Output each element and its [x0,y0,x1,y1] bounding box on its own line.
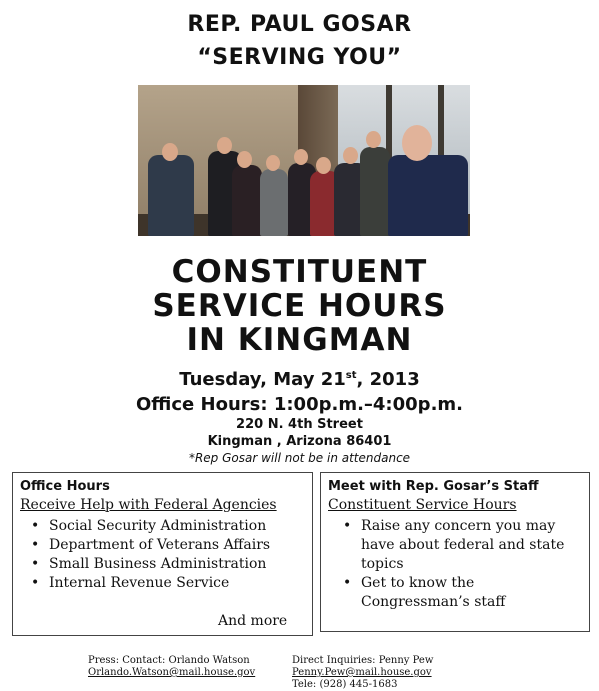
inquiries-email-link[interactable]: Penny.Pew@mail.house.gov [292,667,432,678]
event-date-ordinal: st [345,370,357,381]
bullet-icon: • [343,575,352,591]
event-date-prefix: Tuesday, May 21 [179,369,346,390]
press-email-link[interactable]: Orlando.Watson@mail.house.gov [88,667,256,678]
list-item [31,555,270,574]
list-item [31,574,270,593]
bullet-icon: • [31,537,40,553]
flyer-title: REP. PAUL GOSAR [187,12,412,37]
event-date [0,369,599,390]
list-item [343,574,583,612]
and-more-text: And more [218,613,288,629]
address-street: 220 N. 4th Street [236,417,363,432]
group-photo [138,85,470,236]
heading-line-1: CONSTITUENT [171,254,428,290]
office-hours: Office Hours: 1:00p.m.–4:00p.m. [136,394,463,415]
press-contact-label: Press: Contact: Orlando Watson [88,655,250,666]
event-date-year: , 2013 [356,369,420,390]
staff-item-label: Raise any concern you may have about federal and state topics [361,518,565,572]
staff-box [320,472,590,632]
bullet-icon: • [31,575,40,591]
list-item [31,517,270,536]
staff-topics-list [343,517,583,612]
agency-list [31,517,270,593]
agency-item-label: Small Business Administration [49,556,267,572]
office-hours-box-subheading: Receive Help with Federal Agencies [20,497,277,513]
inquiries-phone: Tele: (928) 445-1683 [292,679,398,690]
bullet-icon: • [31,556,40,572]
list-item [31,536,270,555]
office-hours-box-heading: Office Hours [20,479,110,494]
inquiries-contact [292,655,433,691]
agency-item-label: Internal Revenue Service [49,575,230,591]
inquiries-contact-label: Direct Inquiries: Penny Pew [292,655,434,666]
address-city: Kingman , Arizona 86401 [207,434,392,449]
bullet-icon: • [343,518,352,534]
staff-box-heading: Meet with Rep. Gosar’s Staff [328,479,539,494]
staff-box-subheading: Constituent Service Hours [328,497,517,513]
agency-item-label: Social Security Administration [49,518,267,534]
press-contact [88,655,255,679]
attendance-note: *Rep Gosar will not be in attendance [188,451,411,465]
agency-item-label: Department of Veterans Affairs [49,537,271,553]
bullet-icon: • [31,518,40,534]
flyer-tagline: “SERVING YOU” [197,45,402,70]
heading-line-2: SERVICE HOURS [152,288,447,324]
list-item [343,517,583,574]
heading-line-3: IN KINGMAN [186,322,413,358]
staff-item-label: Get to know the Congressman’s staff [361,575,506,610]
office-hours-box [12,472,313,636]
